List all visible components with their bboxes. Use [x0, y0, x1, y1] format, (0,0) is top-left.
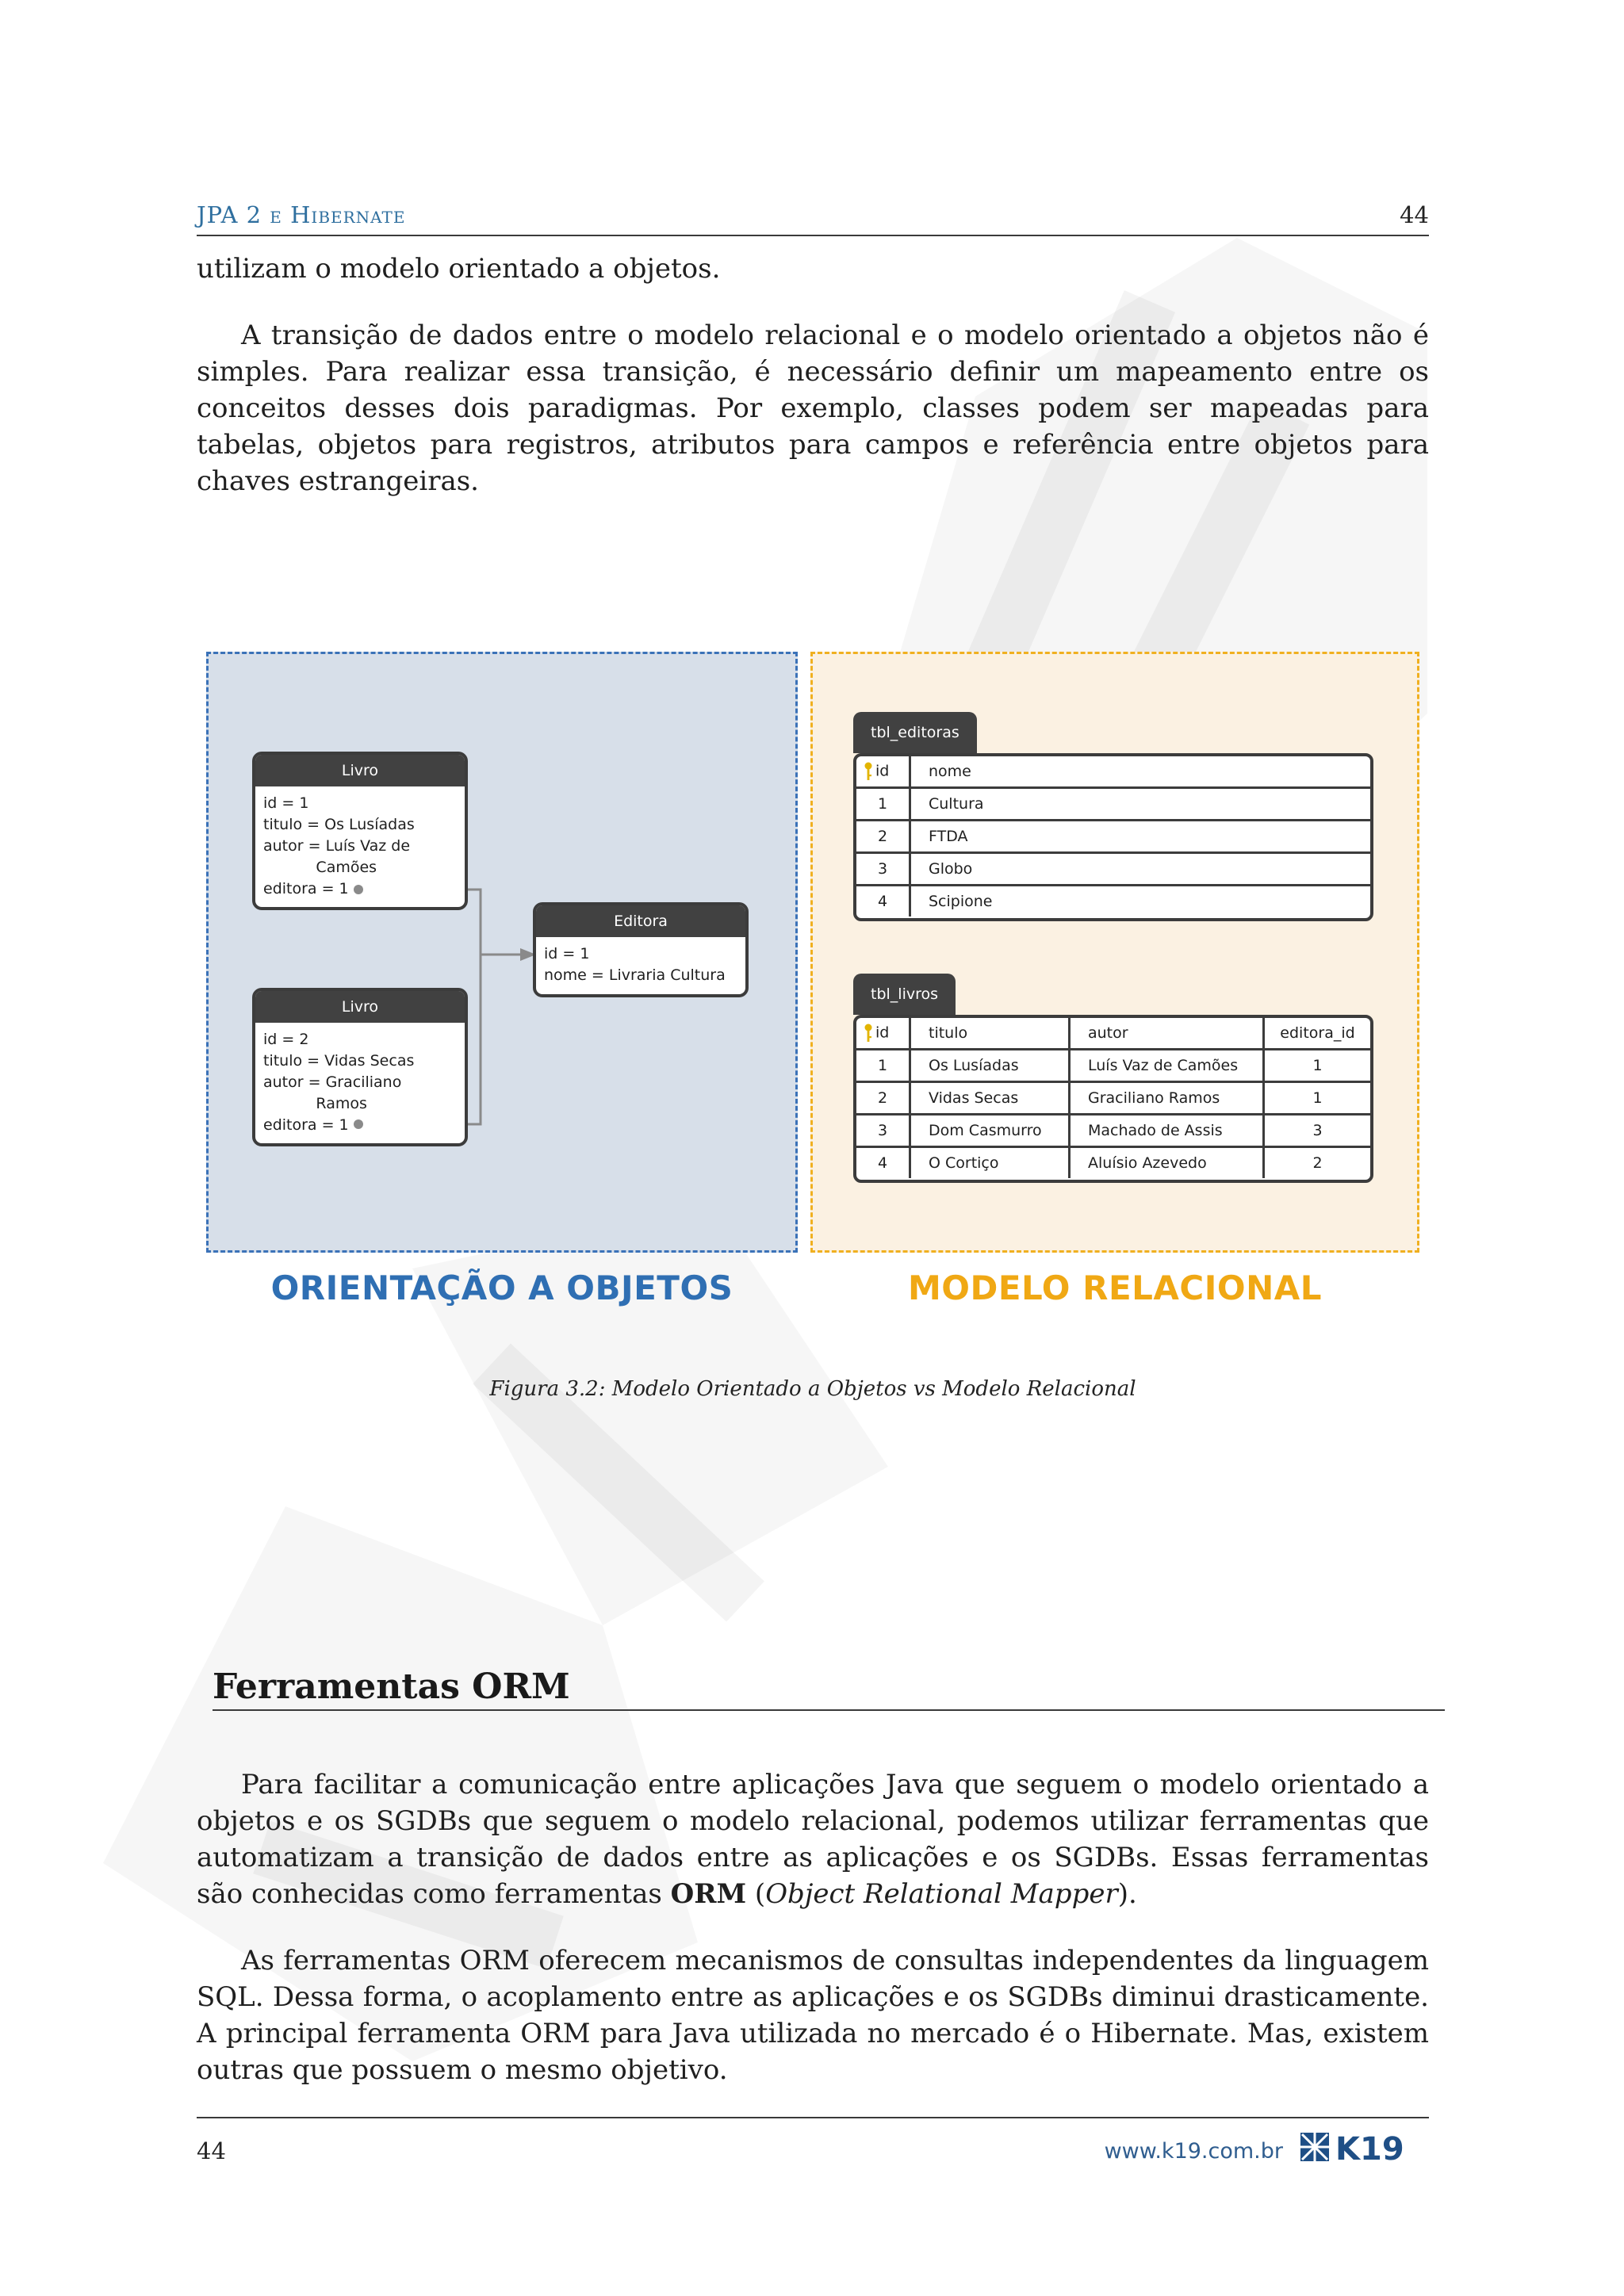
table-cell: 3	[856, 853, 910, 886]
editora-object	[533, 902, 749, 997]
paragraph-continuation: utilizam o modelo orientado a objetos.	[197, 253, 721, 285]
livro-field-autor: autor = Graciliano	[263, 1073, 402, 1091]
section-heading	[213, 1665, 1445, 1711]
header-cell: titulo	[910, 1018, 1070, 1050]
table-cell: 1	[1264, 1082, 1371, 1115]
table-row	[856, 1147, 1370, 1179]
orm-expansion: Object Relational Mapper	[765, 1878, 1118, 1910]
table-cell: Dom Casmurro	[910, 1115, 1070, 1147]
paragraph-transition: A transição de dados entre o modelo relacional e o modelo orientado a objetos não é simples. Para realizar essa transição, é necessário definir um mapeamento entre os conceitos desses dois paradigmas. Por exemplo, classes podem ser mapeadas para tabelas, objetos para registros, atributos para campos e referência entre objetos para chaves estrangeiras.	[197, 320, 1429, 497]
reference-dot	[354, 1119, 363, 1129]
table-cell: 1	[856, 788, 910, 821]
table-cell: Aluísio Azevedo	[1070, 1147, 1264, 1179]
k19-logo	[1299, 2130, 1429, 2166]
livro-object-title: Livro	[255, 755, 465, 786]
header-cell: nome	[910, 756, 1371, 788]
table-cell: FTDA	[910, 821, 1371, 853]
table-header-row	[856, 756, 1370, 788]
header-cell: id	[856, 756, 910, 788]
livro-field-id: id = 2	[263, 1031, 309, 1048]
editora-field-id: id = 1	[544, 945, 590, 962]
key-icon	[864, 762, 872, 781]
footer-url-link[interactable]: www.k19.com.br	[1104, 2139, 1283, 2164]
livro-field-id: id = 1	[263, 794, 309, 812]
livro-object-title: Livro	[255, 991, 465, 1023]
orm-bold-term: ORM	[670, 1878, 747, 1910]
key-icon	[864, 1024, 872, 1043]
tbl-editoras-table	[853, 753, 1373, 921]
livro-field-autor-cont: Ramos	[263, 1095, 367, 1112]
table-row	[856, 821, 1370, 853]
page-footer	[197, 2117, 1429, 2166]
footer-page-number: 44	[197, 2137, 226, 2164]
livro-field-editora: editora = 1	[263, 880, 349, 897]
table-cell: Vidas Secas	[910, 1082, 1070, 1115]
livro-field-autor-cont: Camões	[263, 859, 377, 876]
table-cell: Machado de Assis	[1070, 1115, 1264, 1147]
header-cell: id	[856, 1018, 910, 1050]
tbl-livros-table	[853, 1015, 1373, 1183]
table-cell: Graciliano Ramos	[1070, 1082, 1264, 1115]
table-cell: Scipione	[929, 893, 993, 910]
table-row	[856, 1115, 1370, 1147]
table-cell: Os Lusíadas	[910, 1050, 1070, 1082]
table-row	[856, 788, 1370, 821]
livro-field-editora: editora = 1	[263, 1116, 349, 1134]
tbl-livros-tab: tbl_livros	[853, 974, 956, 1015]
livro-field-titulo: titulo = Os Lusíadas	[263, 816, 415, 833]
relational-model-label: MODELO RELACIONAL	[907, 1269, 1322, 1307]
table-row	[856, 886, 1370, 917]
table-header-row	[856, 1018, 1370, 1050]
reference-dot	[354, 885, 363, 894]
livro-field-autor: autor = Luís Vaz de	[263, 837, 411, 855]
table-row	[856, 853, 1370, 886]
editora-field-nome: nome = Livraria Cultura	[544, 966, 726, 984]
header-cell: autor	[1070, 1018, 1264, 1050]
table-cell: 1	[1264, 1050, 1371, 1082]
tbl-editoras-tab: tbl_editoras	[853, 712, 977, 753]
table-cell: O Cortiço	[910, 1147, 1070, 1179]
table-cell: 3	[1264, 1115, 1371, 1147]
svg-text:K19: K19	[1335, 2131, 1404, 2166]
table-cell: 4	[856, 886, 910, 917]
paragraph-orm-intro: Para facilitar a comunicação entre aplicações Java que seguem o modelo orientado a objetos e os SGDBs que seguem o modelo relacional, podemos utilizar ferramentas que automatizam a transição de dados entre as aplicações e os SGDBs. Essas ferramentas são conhecidas como ferramentas ORM (Object Relational Mapper).	[197, 1769, 1429, 1910]
editora-object-title: Editora	[536, 905, 745, 937]
table-cell: 1	[856, 1050, 910, 1082]
table-cell: 4	[856, 1147, 910, 1179]
table-cell: Globo	[910, 853, 1371, 886]
figure-caption: Figura 3.2: Modelo Orientado a Objetos vs Modelo Relacional	[489, 1377, 1136, 1401]
livro-field-titulo: titulo = Vidas Secas	[263, 1052, 415, 1070]
header-page-number: 44	[1400, 201, 1429, 228]
paragraph-orm-tools: As ferramentas ORM oferecem mecanismos de consultas independentes da linguagem SQL. Dessa forma, o acoplamento entre as aplicações e os SGDBs diminui drasticamente. A principal ferramenta ORM para Java utilizada no mercado é o Hibernate. Mas, existem outras que possuem o mesmo objetivo.	[197, 1945, 1429, 2086]
table-cell: 2	[856, 821, 910, 853]
table-row	[856, 1082, 1370, 1115]
table-cell: Cultura	[910, 788, 1371, 821]
table-cell: Luís Vaz de Camões	[1070, 1050, 1264, 1082]
object-model-label: ORIENTAÇÃO A OBJETOS	[270, 1269, 733, 1307]
section-title: Ferramentas ORM	[213, 1667, 570, 1707]
header-title: JPA 2 e Hibernate	[197, 201, 406, 228]
table-cell: 2	[1312, 1154, 1323, 1172]
table-row	[856, 1050, 1370, 1082]
table-cell: 3	[856, 1115, 910, 1147]
header-cell: editora_id	[1264, 1018, 1371, 1050]
table-cell: 2	[856, 1082, 910, 1115]
